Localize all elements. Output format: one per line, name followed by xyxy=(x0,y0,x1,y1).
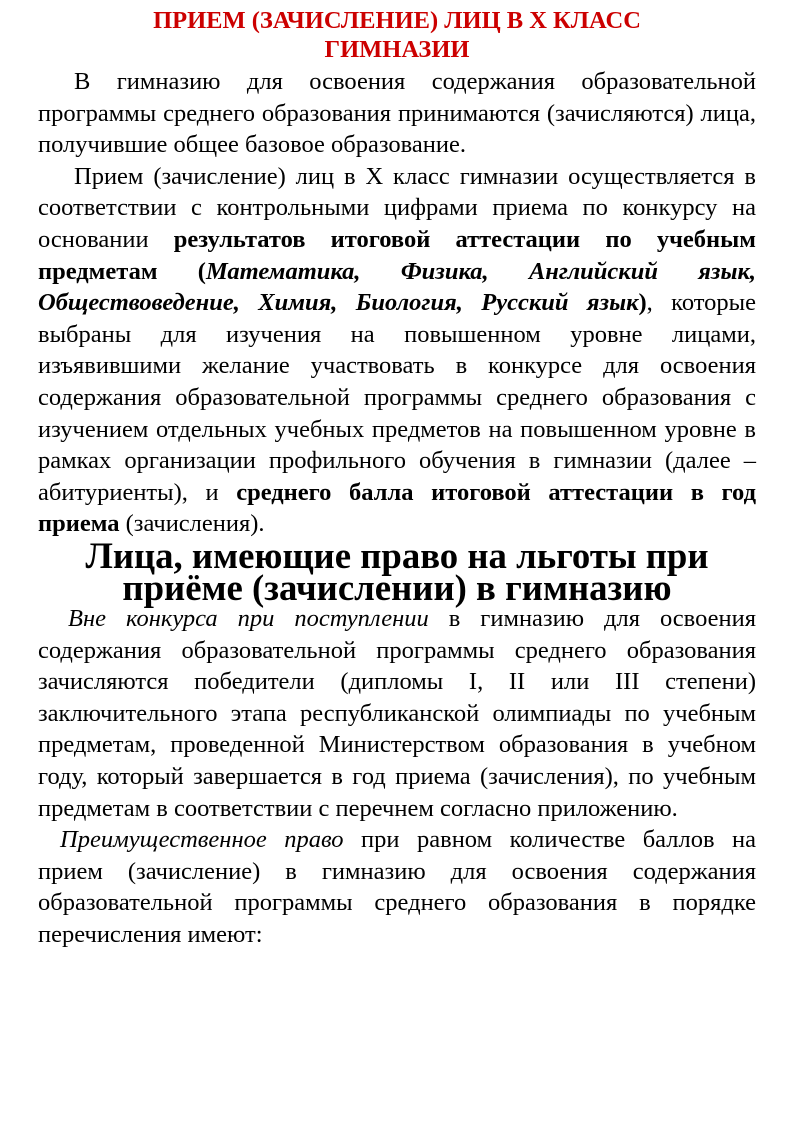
priority-right-label: Преимущественное право xyxy=(60,826,344,854)
paragraph-intro: В гимназию для освоения содержания образовательной программы среднего образования принимаются (зачисляются) лица, получившие общее базовое образование. xyxy=(38,68,756,159)
paragraph-admission-basis xyxy=(38,161,756,540)
admission-text-part2: , которые выбраны для изучения на повышенном уровне лицами, изъявившими желание участвовать в конкурсе для освоения содержания образовательной программы среднего образования с изучением отдельных учебных предметов на повышенном уровне в рамках организации профильного обучения в гимназии (далее – абитуриенты), и xyxy=(38,289,756,506)
section-heading-benefits: Лица, имеющие право на льготы при приёме (зачислении) в гимназию xyxy=(85,534,709,608)
admission-bold-results: результатов итоговой аттестации по учебным предметам ( xyxy=(38,225,756,285)
out-of-competition-label: Вне конкурса при поступлении xyxy=(68,605,429,633)
admission-text-part3: (зачисления). xyxy=(119,510,265,538)
paragraph-priority-right xyxy=(38,824,756,950)
document-page xyxy=(38,6,756,951)
admission-bold-close: ) xyxy=(638,289,647,317)
paragraph-out-of-competition xyxy=(38,603,756,824)
priority-right-text: при равном количестве баллов на прием (зачисление) в гимназию для освоения содержания образовательной программы среднего образования в порядке перечисления имеют: xyxy=(38,826,756,949)
admission-text-part1: Прием (зачисление) лиц в X класс гимназии осуществляется в соответствии с контрольными цифрами приема по конкурсу на основании xyxy=(38,162,756,253)
admission-bold-average: среднего балла итоговой аттестации в год приема xyxy=(38,478,756,538)
out-of-competition-text: в гимназию для освоения содержания образовательной программы среднего образования зачисляются победители (дипломы I, II или III степени) заключительного этапа республиканской олимпиады по учебным предметам, проведенной Министерством образования в учебном году, который завершается в год приема (зачисления), по учебным предметам в соответствии с перечнем согласно приложению. xyxy=(38,605,756,822)
admission-subjects: Математика, Физика, Английский язык, Обществоведение, Химия, Биология, Русский язык xyxy=(38,257,756,317)
page-title: ПРИЕМ (ЗАЧИСЛЕНИЕ) ЛИЦ В X КЛАСС ГИМНАЗИИ xyxy=(153,7,641,63)
